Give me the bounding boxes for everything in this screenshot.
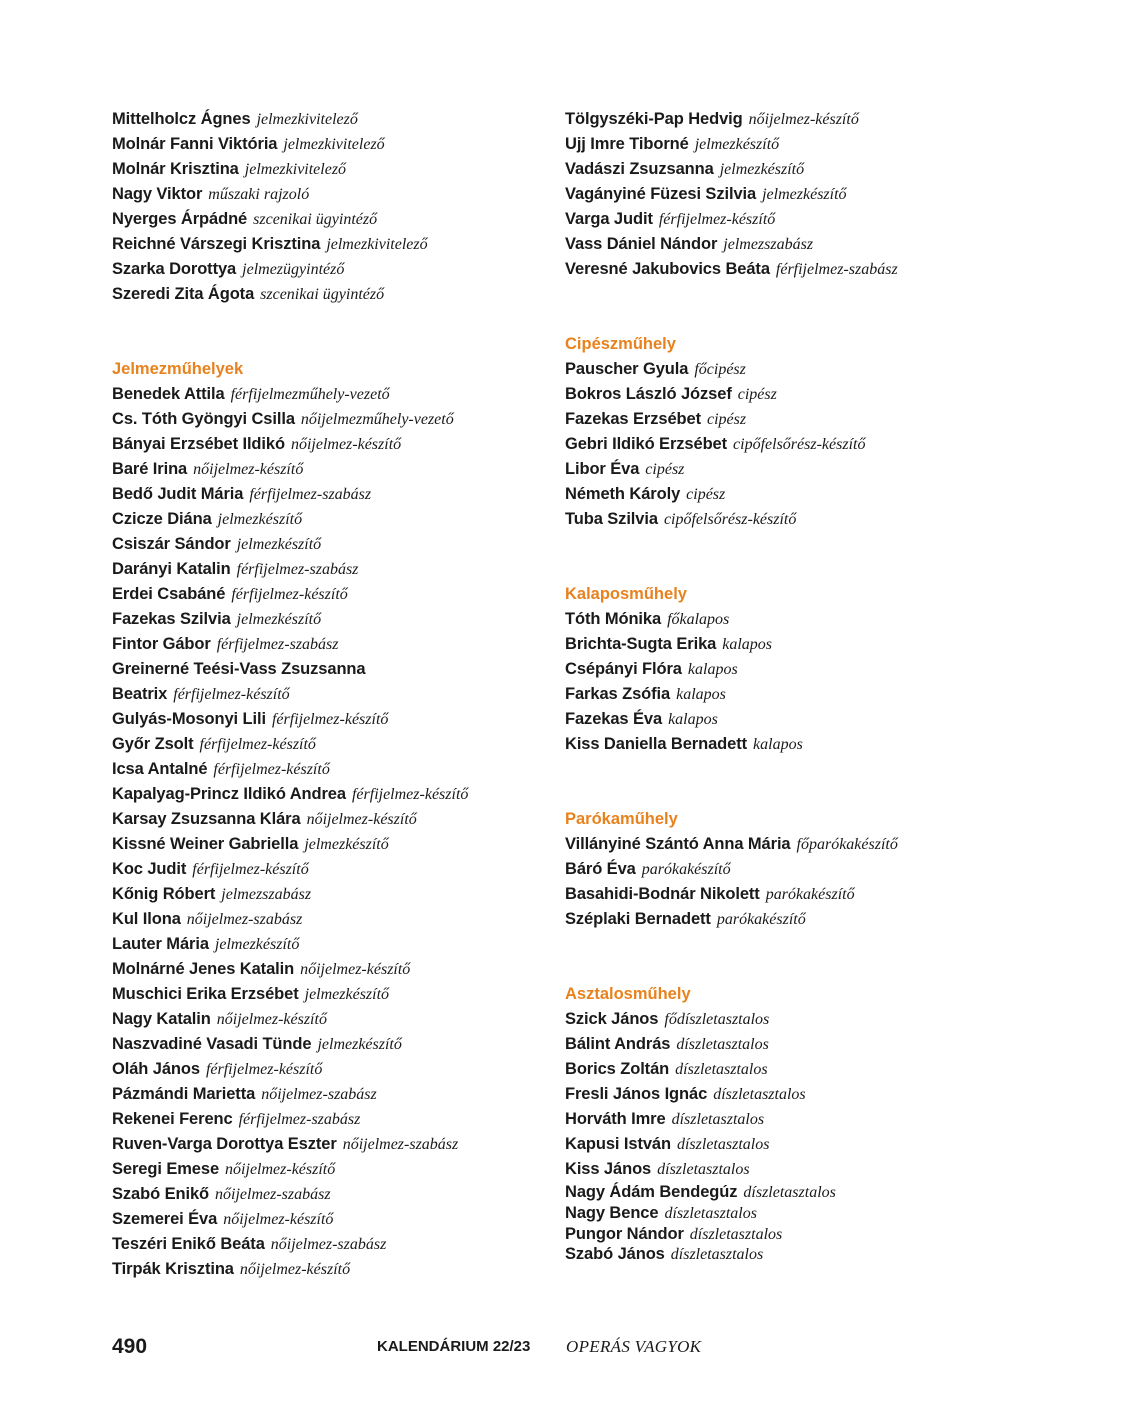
- staff-name: Tuba Szilvia: [565, 510, 658, 528]
- staff-name: Győr Zsolt: [112, 735, 194, 753]
- staff-role: cipész: [706, 411, 747, 428]
- staff-role: parókakészítő: [765, 886, 855, 903]
- staff-entry: [112, 407, 552, 432]
- staff-entry: [112, 1032, 552, 1057]
- staff-name: Benedek Attila: [112, 385, 225, 403]
- staff-role: jelmezkivitelező: [283, 136, 385, 153]
- staff-name: Teszéri Enikő Beáta: [112, 1235, 265, 1253]
- staff-role: díszletasztalos: [664, 1204, 757, 1222]
- staff-name: Varga Judit: [565, 210, 653, 228]
- staff-role: főcipész: [694, 361, 746, 378]
- staff-name: Kapusi István: [565, 1135, 671, 1153]
- staff-role: jelmezkivitelező: [244, 161, 347, 178]
- staff-name: Veresné Jakubovics Beáta: [565, 260, 770, 278]
- staff-name: Tölgyszéki-Pap Hedvig: [565, 110, 743, 128]
- staff-role: jelmezkészítő: [236, 536, 322, 553]
- parokamuhely-list: [565, 832, 1065, 932]
- staff-name: Gulyás-Mosonyi Lili: [112, 710, 266, 728]
- cipeszmuhely-list: [565, 357, 1065, 532]
- staff-name: Gebri Ildikó Erzsébet: [565, 435, 728, 453]
- section-title: OPERÁS VAGYOK: [566, 1337, 702, 1356]
- staff-entry: [112, 1157, 552, 1182]
- staff-name: Széplaki Bernadett: [565, 910, 711, 928]
- staff-role: cipész: [645, 461, 685, 478]
- staff-name: Reichné Várszegi Krisztina: [112, 235, 321, 253]
- staff-name: Csépányi Flóra: [565, 660, 682, 678]
- staff-entry: [112, 632, 552, 657]
- staff-name: Szabó János: [565, 1245, 665, 1264]
- staff-entry: [565, 432, 1065, 457]
- right-column: [565, 107, 1065, 1265]
- staff-entry: [112, 207, 552, 232]
- staff-name: Pauscher Gyula: [565, 360, 689, 378]
- staff-role: nőijelmez-készítő: [306, 811, 417, 828]
- staff-role: nőijelmez-készítő: [216, 1011, 327, 1028]
- section-gap: [565, 932, 1065, 982]
- staff-entry: [112, 657, 552, 682]
- staff-entry: [112, 682, 552, 707]
- staff-entry: [112, 732, 552, 757]
- section-gap: [565, 532, 1065, 582]
- kalaposmuhely-list: [565, 607, 1065, 757]
- staff-role: parókakészítő: [716, 911, 806, 928]
- asztalosmuhely-list-tight: [565, 1182, 1065, 1265]
- staff-name: Németh Károly: [565, 485, 681, 503]
- staff-name: Mittelholcz Ágnes: [112, 110, 251, 128]
- staff-role: kalapos: [722, 636, 773, 653]
- staff-role: cipőfelsőrész-készítő: [733, 436, 866, 453]
- page-footer: [0, 1333, 1123, 1363]
- staff-name: Bálint András: [565, 1035, 671, 1053]
- staff-entry: [565, 157, 1065, 182]
- staff-name: Tóth Mónika: [565, 610, 662, 628]
- staff-entry: [565, 682, 1065, 707]
- staff-role: díszletasztalos: [670, 1246, 764, 1264]
- page-number: 490: [112, 1335, 148, 1358]
- staff-role: jelmezkivitelező: [326, 236, 428, 253]
- staff-name: Szick János: [565, 1010, 659, 1028]
- section-heading-parokamuhely: Parókaműhely: [565, 810, 678, 828]
- staff-entry: [112, 507, 552, 532]
- staff-name: Tirpák Krisztina: [112, 1260, 234, 1278]
- staff-entry: [112, 132, 552, 157]
- staff-name: Greinerné Teési-Vass Zsuzsanna: [112, 660, 366, 678]
- staff-name: Baré Irina: [112, 460, 188, 478]
- staff-name: Borics Zoltán: [565, 1060, 670, 1078]
- staff-role: jelmezkészítő: [217, 511, 303, 528]
- staff-role: férfijelmez-készítő: [205, 1061, 323, 1078]
- staff-role: cipész: [737, 386, 777, 403]
- staff-role: fődíszletasztalos: [664, 1011, 770, 1028]
- staff-entry: [565, 907, 1065, 932]
- staff-role: jelmezszabász: [723, 236, 814, 253]
- staff-entry: [565, 632, 1065, 657]
- staff-role: cipőfelsőrész-készítő: [663, 511, 797, 528]
- asztalosmuhely-list: [565, 1007, 1065, 1182]
- staff-role: nőijelmez-készítő: [300, 961, 411, 978]
- staff-entry: [565, 1107, 1065, 1132]
- staff-role: jelmezkészítő: [719, 161, 805, 178]
- staff-name: Nagy Viktor: [112, 185, 203, 203]
- staff-entry: [565, 732, 1065, 757]
- right-intro-list: [565, 107, 1065, 282]
- staff-entry: [565, 657, 1065, 682]
- staff-entry: [112, 1132, 552, 1157]
- staff-entry: [112, 1232, 552, 1257]
- staff-name: Brichta-Sugta Erika: [565, 635, 717, 653]
- staff-role: díszletasztalos: [689, 1225, 783, 1243]
- staff-entry: [565, 407, 1065, 432]
- staff-name: Beatrix: [112, 685, 168, 703]
- staff-entry: [565, 1157, 1065, 1182]
- staff-role: nőijelmez-készítő: [225, 1161, 336, 1178]
- staff-role: díszletasztalos: [676, 1036, 769, 1053]
- staff-entry: [565, 882, 1065, 907]
- staff-name: Fazekas Éva: [565, 710, 663, 728]
- staff-role: díszletasztalos: [743, 1184, 836, 1201]
- staff-entry: [565, 707, 1065, 732]
- staff-role: nőijelmezműhely-vezető: [300, 411, 454, 428]
- staff-entry: [112, 932, 552, 957]
- staff-name: Vagányiné Füzesi Szilvia: [565, 185, 757, 203]
- staff-entry: [112, 157, 552, 182]
- staff-name: Pázmándi Marietta: [112, 1085, 256, 1103]
- staff-name: Nyerges Árpádné: [112, 210, 248, 228]
- staff-entry: [565, 482, 1065, 507]
- staff-name: Kissné Weiner Gabriella: [112, 835, 299, 853]
- staff-name: Fazekas Erzsébet: [565, 410, 701, 428]
- staff-role: kalapos: [668, 711, 718, 728]
- section-gap: [112, 307, 552, 357]
- staff-entry: [112, 532, 552, 557]
- staff-role: jelmezkészítő: [317, 1036, 402, 1053]
- staff-entry: [565, 1244, 1065, 1265]
- staff-role: férfijelmez-készítő: [658, 211, 776, 228]
- staff-role: férfijelmez-készítő: [199, 736, 316, 753]
- staff-name: Horváth Imre: [565, 1110, 666, 1128]
- staff-role: műszaki rajzoló: [208, 186, 310, 203]
- staff-name: Nagy Katalin: [112, 1010, 211, 1028]
- staff-entry: [112, 432, 552, 457]
- staff-role: cipész: [686, 486, 726, 503]
- staff-role: jelmezkivitelező: [256, 111, 358, 128]
- staff-name: Kapalyag-Princz Ildikó Andrea: [112, 785, 346, 803]
- staff-name: Vass Dániel Nándor: [565, 235, 718, 253]
- staff-role: díszletasztalos: [713, 1086, 806, 1103]
- staff-role: férfijelmez-szabász: [775, 261, 898, 278]
- staff-entry: [112, 907, 552, 932]
- staff-entry: [565, 1132, 1065, 1157]
- staff-role: jelmezkészítő: [304, 836, 389, 853]
- staff-entry: [112, 757, 552, 782]
- staff-name: Fresli János Ignác: [565, 1085, 708, 1103]
- staff-role: nőijelmez-szabász: [215, 1186, 331, 1203]
- staff-role: jelmezkészítő: [304, 986, 390, 1003]
- staff-entry: [112, 982, 552, 1007]
- staff-entry: [565, 257, 1065, 282]
- staff-role: férfijelmez-szabász: [236, 561, 359, 578]
- staff-name: Basahidi-Bodnár Nikolett: [565, 885, 760, 903]
- staff-entry: [112, 482, 552, 507]
- staff-name: Kiss János: [565, 1160, 652, 1178]
- staff-entry: [565, 1032, 1065, 1057]
- staff-role: férfijelmez-szabász: [216, 636, 339, 653]
- staff-entry: [112, 707, 552, 732]
- staff-entry: [565, 1203, 1065, 1224]
- staff-role: díszletasztalos: [676, 1136, 770, 1153]
- jelmezmuhelyek-list: [112, 382, 552, 1282]
- staff-entry: [565, 132, 1065, 157]
- staff-entry: [565, 107, 1065, 132]
- section-gap: [565, 757, 1065, 807]
- staff-name: Libor Éva: [565, 460, 640, 478]
- staff-entry: [565, 1224, 1065, 1245]
- staff-entry: [112, 807, 552, 832]
- staff-role: nőijelmez-szabász: [186, 911, 303, 928]
- staff-entry: [565, 857, 1065, 882]
- staff-name: Fintor Gábor: [112, 635, 211, 653]
- staff-role: férfijelmez-készítő: [192, 861, 309, 878]
- staff-name: Szeredi Zita Ágota: [112, 285, 255, 303]
- section-heading-kalaposmuhely: Kalaposműhely: [565, 585, 687, 603]
- staff-role: férfijelmez-szabász: [249, 486, 372, 503]
- staff-name: Oláh János: [112, 1060, 200, 1078]
- staff-role: nőijelmez-szabász: [261, 1086, 377, 1103]
- staff-role: jelmezkészítő: [762, 186, 847, 203]
- staff-entry: [112, 1207, 552, 1232]
- staff-entry: [112, 1107, 552, 1132]
- staff-role: férfijelmez-készítő: [351, 786, 469, 803]
- staff-role: férfijelmez-készítő: [173, 686, 290, 703]
- staff-role: jelmezügyintéző: [242, 261, 345, 278]
- staff-entry: [112, 557, 552, 582]
- staff-name: Kiss Daniella Bernadett: [565, 735, 748, 753]
- staff-name: Villányiné Szántó Anna Mária: [565, 835, 791, 853]
- staff-entry: [565, 607, 1065, 632]
- staff-name: Seregi Emese: [112, 1160, 220, 1178]
- staff-role: nőijelmez-készítő: [193, 461, 304, 478]
- staff-entry: [112, 607, 552, 632]
- staff-name: Szabó Enikő: [112, 1185, 209, 1203]
- staff-role: nőijelmez-szabász: [342, 1136, 459, 1153]
- staff-name: Pungor Nándor: [565, 1224, 684, 1243]
- staff-name: Koc Judit: [112, 860, 187, 878]
- staff-name: Rekenei Ferenc: [112, 1110, 233, 1128]
- staff-entry: [112, 882, 552, 907]
- staff-entry: [565, 182, 1065, 207]
- staff-entry: [112, 382, 552, 407]
- left-intro-list: [112, 107, 552, 307]
- staff-name: Lauter Mária: [112, 935, 209, 953]
- staff-entry: [112, 182, 552, 207]
- staff-name: Farkas Zsófia: [565, 685, 671, 703]
- staff-entry: [112, 232, 552, 257]
- staff-role: díszletasztalos: [657, 1161, 750, 1178]
- staff-name: Bokros László József: [565, 385, 732, 403]
- publication-title: KALENDÁRIUM 22/23: [377, 1338, 531, 1355]
- staff-name: Szarka Dorottya: [112, 260, 237, 278]
- staff-entry: [565, 357, 1065, 382]
- left-column: [112, 107, 552, 1282]
- staff-entry: [565, 507, 1065, 532]
- staff-entry: [565, 457, 1065, 482]
- staff-role: nőijelmez-készítő: [239, 1261, 351, 1278]
- staff-role: nőijelmez-készítő: [748, 111, 859, 128]
- section-heading-cipeszmuhely: Cipészműhely: [565, 335, 676, 353]
- staff-name: Czicze Diána: [112, 510, 212, 528]
- staff-role: férfijelmezműhely-vezető: [230, 386, 390, 403]
- staff-entry: [565, 832, 1065, 857]
- staff-role: férfijelmez-szabász: [238, 1111, 361, 1128]
- staff-role: jelmezszabász: [221, 886, 312, 903]
- staff-name: Molnár Krisztina: [112, 160, 239, 178]
- staff-role: jelmezkészítő: [214, 936, 300, 953]
- staff-role: főkalapos: [667, 611, 730, 628]
- staff-role: jelmezkészítő: [694, 136, 780, 153]
- staff-entry: [112, 1007, 552, 1032]
- staff-role: díszletasztalos: [675, 1061, 768, 1078]
- staff-entry: [112, 1082, 552, 1107]
- staff-name: Molnár Fanni Viktória: [112, 135, 278, 153]
- staff-name: Cs. Tóth Gyöngyi Csilla: [112, 410, 295, 428]
- staff-role: férfijelmez-készítő: [271, 711, 389, 728]
- staff-name: Icsa Antalné: [112, 760, 208, 778]
- staff-name: Bányai Erzsébet Ildikó: [112, 435, 285, 453]
- staff-entry: [565, 1057, 1065, 1082]
- staff-name: Ujj Imre Tiborné: [565, 135, 689, 153]
- staff-name: Fazekas Szilvia: [112, 610, 231, 628]
- staff-role: férfijelmez-készítő: [213, 761, 330, 778]
- section-gap: [565, 282, 1065, 332]
- staff-name: Vadászi Zsuzsanna: [565, 160, 714, 178]
- staff-role: főparókakészítő: [796, 836, 898, 853]
- staff-entry: [112, 1057, 552, 1082]
- section-heading-jelmezmuhelyek: Jelmezműhelyek: [112, 360, 244, 378]
- staff-role: férfijelmez-készítő: [231, 586, 348, 603]
- staff-entry: [112, 582, 552, 607]
- staff-role: kalapos: [687, 661, 738, 678]
- staff-name: Csiszár Sándor: [112, 535, 231, 553]
- staff-name: Nagy Ádám Bendegúz: [565, 1183, 738, 1201]
- staff-role: nőijelmez-készítő: [223, 1211, 334, 1228]
- staff-entry: [565, 232, 1065, 257]
- staff-name: Ruven-Varga Dorottya Eszter: [112, 1135, 337, 1153]
- staff-name: Muschici Erika Erzsébet: [112, 985, 299, 1003]
- staff-name: Kul Ilona: [112, 910, 181, 928]
- staff-role: kalapos: [753, 736, 803, 753]
- staff-entry: [112, 957, 552, 982]
- staff-role: kalapos: [676, 686, 726, 703]
- staff-entry: [112, 832, 552, 857]
- staff-entry: [565, 1182, 1065, 1203]
- staff-role: díszletasztalos: [671, 1111, 765, 1128]
- staff-name: Naszvadiné Vasadi Tünde: [112, 1035, 312, 1053]
- staff-role: szcenikai ügyintéző: [260, 286, 385, 303]
- staff-entry: [112, 107, 552, 132]
- staff-role: parókakészítő: [641, 861, 731, 878]
- staff-name: Karsay Zsuzsanna Klára: [112, 810, 301, 828]
- staff-name: Szemerei Éva: [112, 1210, 218, 1228]
- section-heading-asztalosmuhely: Asztalosműhely: [565, 985, 691, 1003]
- staff-name: Darányi Katalin: [112, 560, 231, 578]
- staff-entry: [565, 1082, 1065, 1107]
- staff-entry: [565, 382, 1065, 407]
- staff-entry: [112, 782, 552, 807]
- staff-name: Kőnig Róbert: [112, 885, 216, 903]
- staff-role: jelmezkészítő: [236, 611, 322, 628]
- staff-entry: [112, 257, 552, 282]
- staff-entry: [112, 1182, 552, 1207]
- staff-role: nőijelmez-szabász: [270, 1236, 387, 1253]
- staff-entry: [565, 207, 1065, 232]
- staff-entry: [565, 1007, 1065, 1032]
- staff-name: Erdei Csabáné: [112, 585, 226, 603]
- staff-role: nőijelmez-készítő: [290, 436, 402, 453]
- staff-name: Báró Éva: [565, 860, 636, 878]
- staff-entry: [112, 282, 552, 307]
- staff-name: Nagy Bence: [565, 1203, 659, 1222]
- staff-name: Bedő Judit Mária: [112, 485, 244, 503]
- staff-name: Molnárné Jenes Katalin: [112, 960, 295, 978]
- staff-entry: [112, 457, 552, 482]
- staff-entry: [112, 857, 552, 882]
- staff-role: szcenikai ügyintéző: [253, 211, 378, 228]
- staff-entry: [112, 1257, 552, 1282]
